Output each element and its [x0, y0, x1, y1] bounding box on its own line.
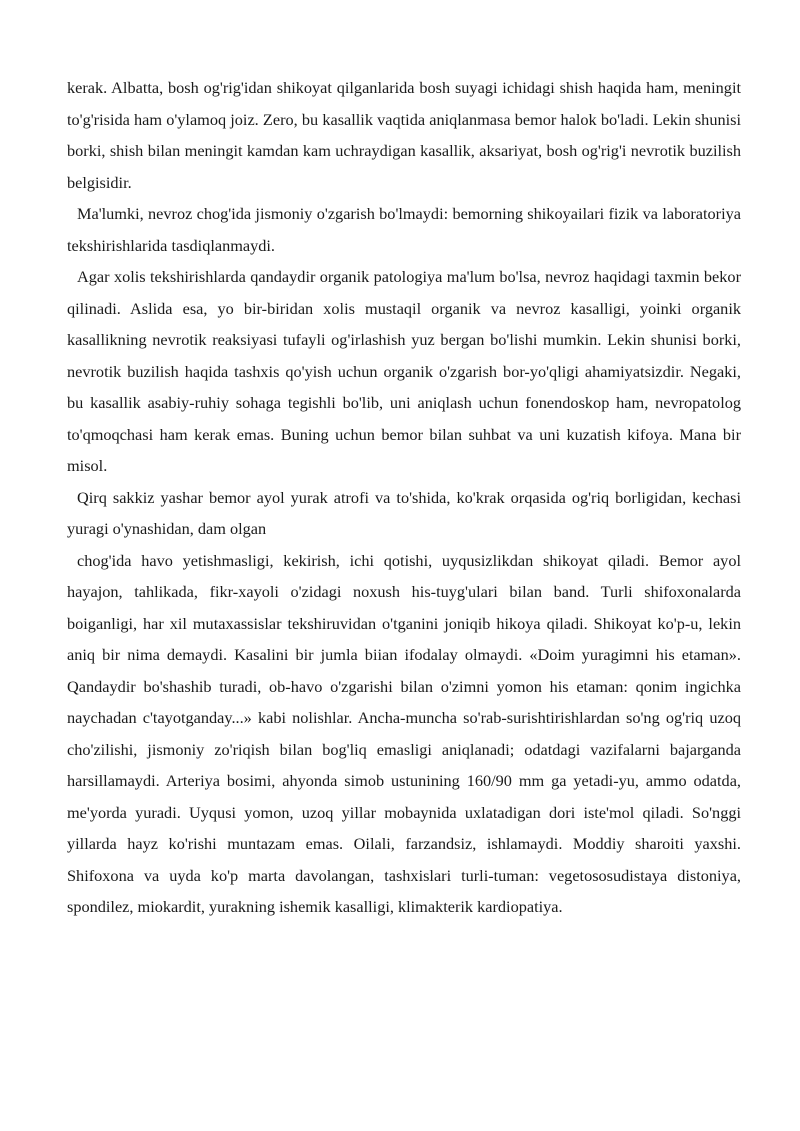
paragraph-1: kerak. Albatta, bosh og'rig'idan shikoyat qilganlarida bosh suyagi ichidagi shish haqida ham, meningit to'g'risida ham o'ylamoq joiz. Zero, bu kasallik vaqtida aniqlanmasa bemor halok bo'ladi. Lekin shunisi borki, shish bilan meningit kamdan kam uchraydigan kasallik, aksariyat, bosh og'rig'i nevrotik buzilish belgisidir.: [67, 78, 741, 192]
paragraph-4: Qirq sakkiz yashar bemor ayol yurak atrofi va to'shida, ko'krak orqasida og'riq borligidan, kechasi yuragi o'ynashidan, dam olgan: [67, 487, 741, 538]
paragraph-2: Ma'lumki, nevroz chog'ida jismoniy o'zgarish bo'lmaydi: bemorning shikoyailari fizik va laboratoriya tekshirishlarida tasdiqlanmaydi.: [67, 204, 741, 255]
paragraph-3: Agar xolis tekshirishlarda qandaydir organik patologiya ma'lum bo'lsa, nevroz haqidagi taxmin bekor qilinadi. Aslida esa, yo bir-biridan xolis mustaqil organik va nevroz kasalligi, yoinki organik kasallikning nevrotik reaksiyasi tufayli og'irlashish yuz bergan bo'lishi mumkin. Lekin shunisi borki, nevrotik buzilish haqida tashxis qo'yish uchun organik o'zgarish bor-yo'qligi ahamiyatsizdir. Negaki, bu kasallik asabiy-ruhiy sohaga tegishli bo'lib, uni aniqlash uchun fonendoskop ham, nevropatolog to'qmoqchasi ham kerak emas. Buning uchun bemor bilan suhbat va uni kuzatish kifoya. Mana bir misol.: [67, 267, 741, 475]
document-page: [67, 72, 741, 923]
paragraph-5: chog'ida havo yetishmasligi, kekirish, ichi qotishi, uyqusizlikdan shikoyat qiladi. Bemor ayol hayajon, tahlikada, fikr-xayoli o'zidagi noxush his-tuyg'ulari bilan band. Turli shifoxonalarda boiganligi, har xil mutaxassislar tekshiruvidan o'tganini joniqib hikoya qiladi. Shikoyat ko'p-u, lekin aniq bir nima demaydi. Kasalini bir jumla biian ifodalay olmaydi. «Doim yuragimni his etaman». Qandaydir bo'shashib turadi, ob-havo o'zgarishi bilan o'zimni yomon his etaman: qonim ingichka naychadan c'tayotganday...» kabi nolishlar. Ancha-muncha so'rab-surishtirishlardan so'ng og'riq uzoq cho'zilishi, jismoniy zo'riqish bilan bog'liq emasligi aniqlanadi; odatdagi vazifalarni bajarganda harsillamaydi. Arteriya bosimi, ahyonda simob ustunining 160/90 mm ga yetadi-yu, ammo odatda, me'yorda yuradi. Uyqusi yomon, uzoq yillar mobaynida uxlatadigan dori iste'mol qiladi. So'nggi yillarda hayz ko'rishi muntazam emas. Oilali, farzandsiz, ishlamaydi. Moddiy sharoiti yaxshi. Shifoxona va uyda ko'p marta davolangan, tashxislari turli-tuman: vegetososudistaya distoniya, spondilez, miokardit, yurakning ishemik kasalligi, klimakterik kardiopatiya.: [67, 550, 741, 916]
